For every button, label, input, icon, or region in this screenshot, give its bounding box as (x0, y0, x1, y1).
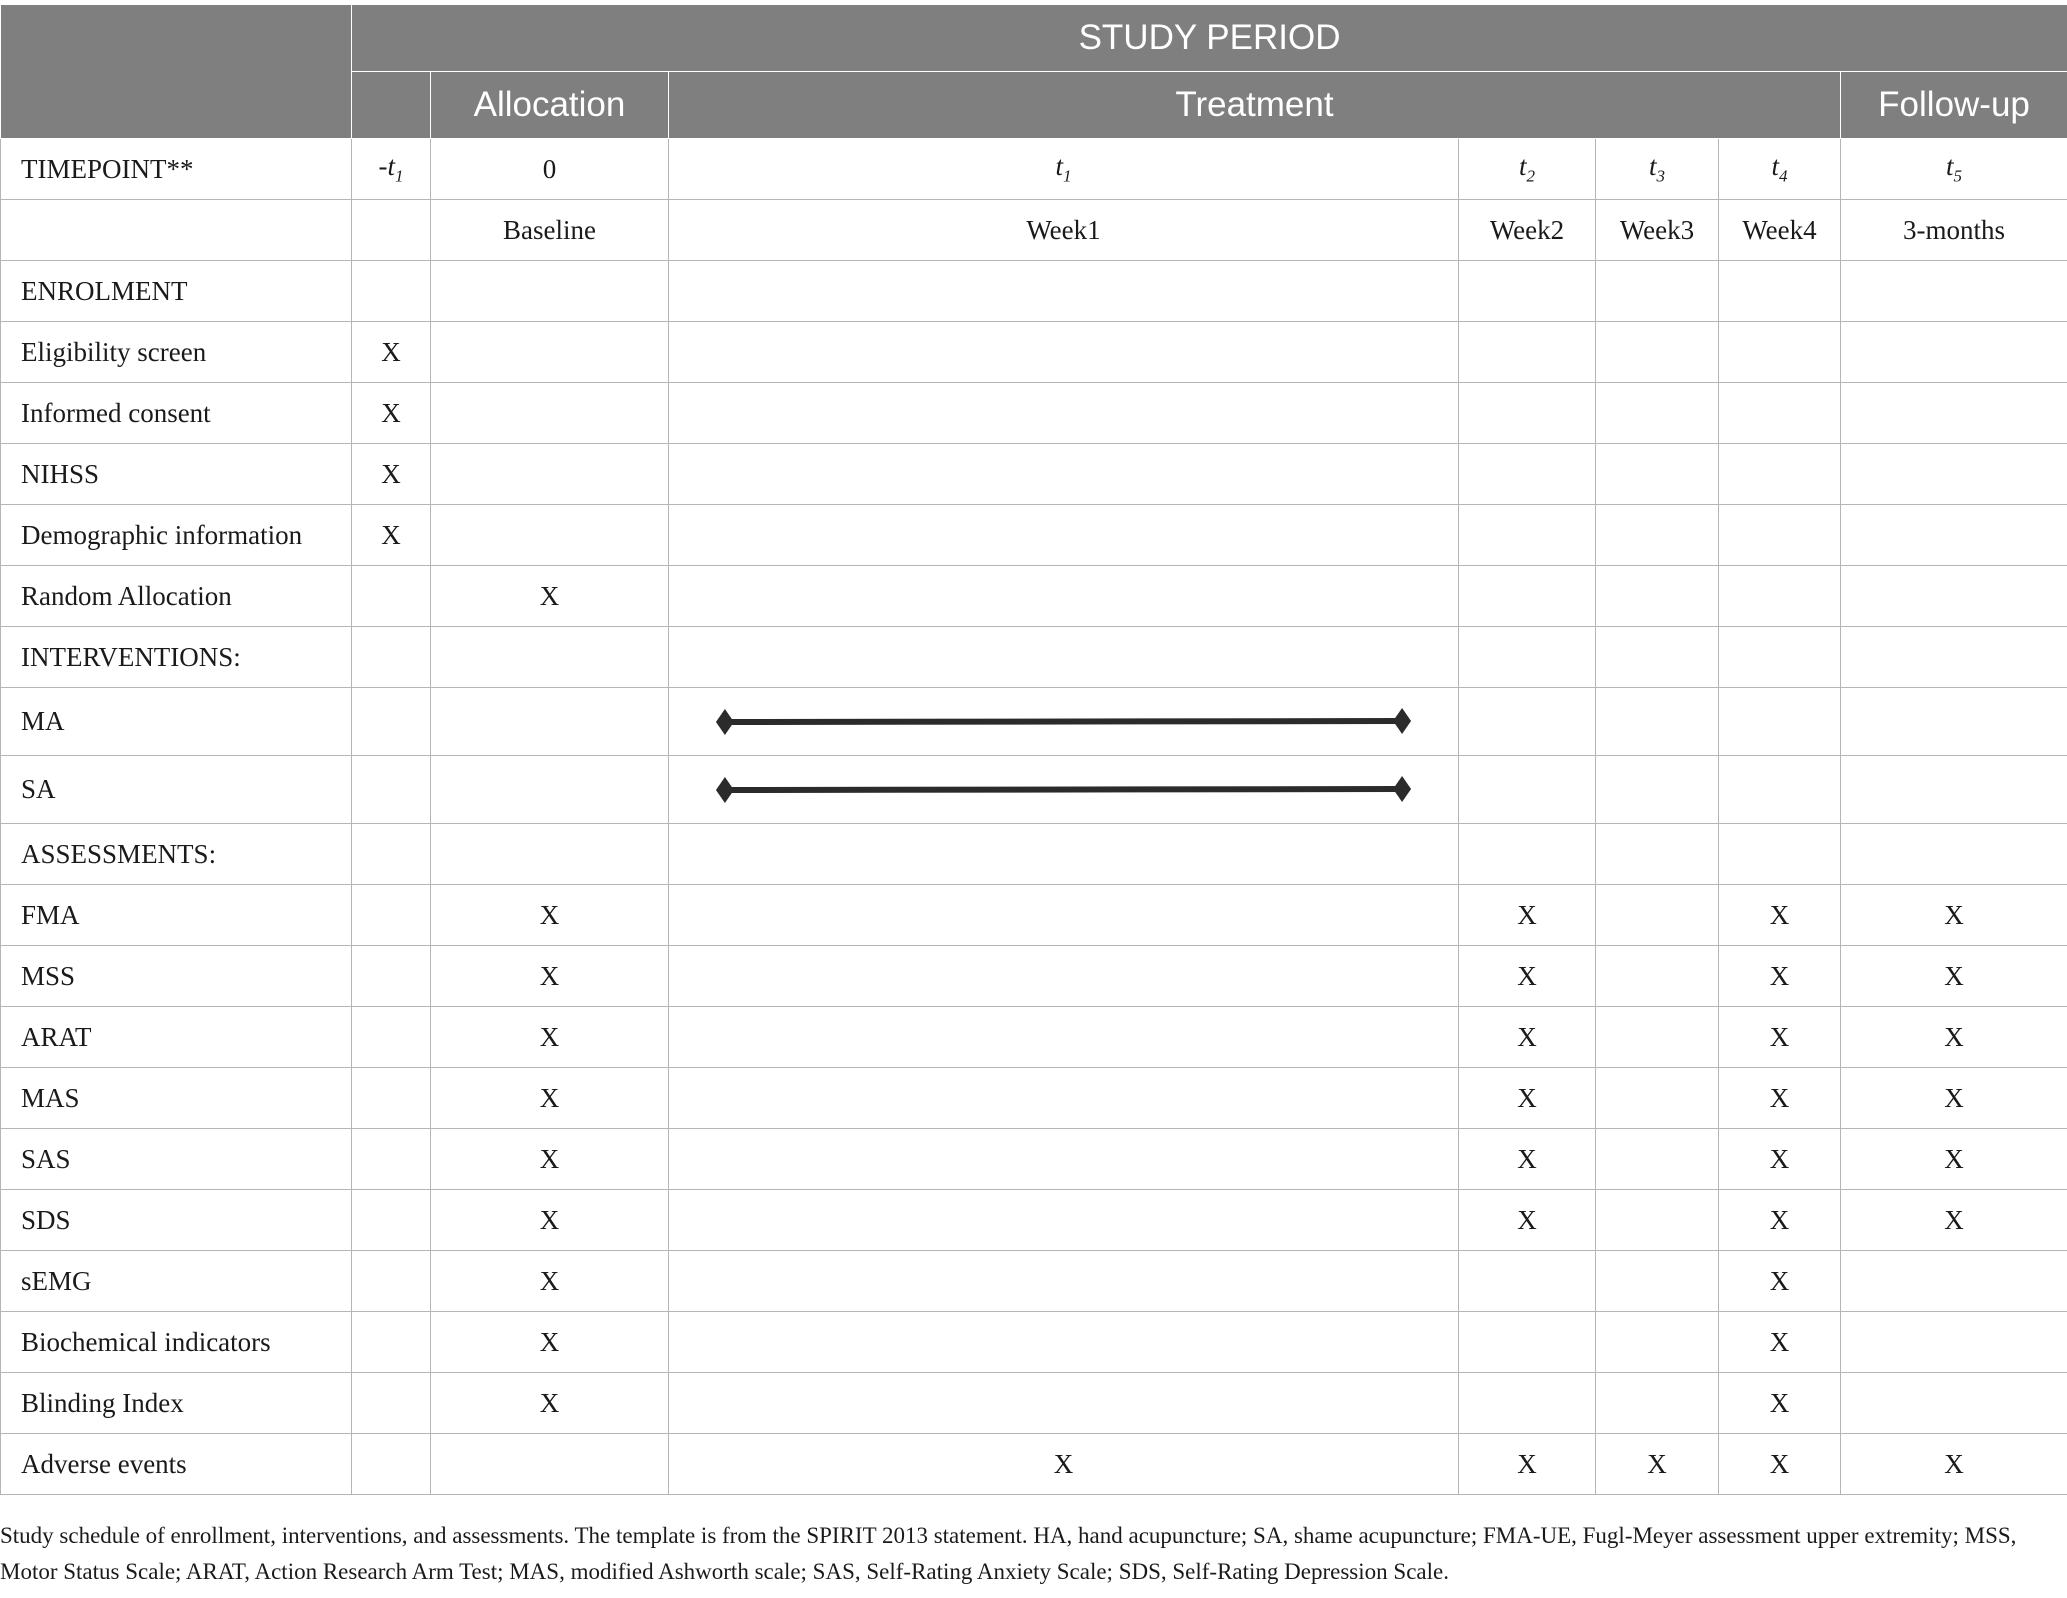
schedule-cell (1596, 444, 1719, 505)
schedule-row (1, 946, 2067, 1007)
schedule-cell (1596, 505, 1719, 566)
schedule-cell (669, 627, 1459, 688)
schedule-cell (669, 756, 1459, 824)
schedule-cell (1841, 261, 2067, 322)
duration-line (725, 789, 1402, 790)
schedule-cell (1841, 756, 2067, 824)
schedule-cell: X (1459, 1190, 1596, 1251)
schedule-cell (1596, 383, 1719, 444)
schedule-cell (669, 1129, 1459, 1190)
schedule-cell: X (1841, 1434, 2067, 1495)
schedule-cell (669, 261, 1459, 322)
schedule-cell (669, 946, 1459, 1007)
schedule-cell: X (1719, 1007, 1841, 1068)
period-value: Week2 (1459, 200, 1596, 261)
schedule-cell (1459, 1373, 1596, 1434)
schedule-cell: X (431, 885, 669, 946)
schedule-cell: X (1719, 1312, 1841, 1373)
row-label: Biochemical indicators (1, 1312, 352, 1373)
phase-treatment: Treatment (669, 72, 1841, 139)
schedule-cell (1841, 322, 2067, 383)
schedule-row (1, 1129, 2067, 1190)
schedule-cell (669, 885, 1459, 946)
schedule-cell (1596, 1190, 1719, 1251)
schedule-cell (1841, 1251, 2067, 1312)
schedule-cell (352, 885, 431, 946)
schedule-cell (1596, 566, 1719, 627)
schedule-cell: X (352, 383, 431, 444)
period-value: Week1 (669, 200, 1459, 261)
schedule-cell (352, 1312, 431, 1373)
table-footnote: Study schedule of enrollment, interventions, and assessments. The template is from the SPIRIT 2013 statement. HA, hand acupuncture; SA, shame acupuncture; FMA-UE, Fugl-Meyer assessment upper extremity; MSS, Motor Status Scale; ARAT, Action Research Arm Test; MAS, modified Ashworth scale; SAS, Self-Rating Anxiety Scale; SDS, Self-Rating Depression Scale. (0, 1523, 2017, 1584)
schedule-cell (352, 627, 431, 688)
schedule-row (1, 824, 2067, 885)
schedule-cell (1841, 566, 2067, 627)
row-label: Random Allocation (1, 566, 352, 627)
schedule-cell (669, 688, 1459, 756)
schedule-cell (1841, 383, 2067, 444)
schedule-cell (431, 322, 669, 383)
study-period-heading: STUDY PERIOD (352, 5, 2067, 72)
schedule-row (1, 1434, 2067, 1495)
schedule-cell (352, 946, 431, 1007)
header-row-study-period (1, 5, 2067, 72)
schedule-cell (431, 824, 669, 885)
timepoint-value: $t_4$ (1719, 139, 1841, 200)
schedule-cell: X (1459, 1068, 1596, 1129)
schedule-cell (669, 1190, 1459, 1251)
schedule-cell (1459, 627, 1596, 688)
schedule-cell (1596, 756, 1719, 824)
schedule-cell (1596, 1007, 1719, 1068)
schedule-cell (352, 1129, 431, 1190)
schedule-cell (352, 1068, 431, 1129)
duration-line (725, 721, 1402, 722)
schedule-cell (669, 1373, 1459, 1434)
schedule-cell (1596, 261, 1719, 322)
schedule-cell: X (1719, 1190, 1841, 1251)
schedule-cell: X (1719, 1129, 1841, 1190)
schedule-cell: X (431, 1007, 669, 1068)
schedule-cell (431, 444, 669, 505)
schedule-cell (431, 756, 669, 824)
period-row (1, 200, 2067, 261)
schedule-cell (352, 1251, 431, 1312)
timepoint-value: $t_1$ (669, 139, 1459, 200)
schedule-cell: X (1719, 1068, 1841, 1129)
schedule-cell: X (431, 946, 669, 1007)
schedule-cell: X (1459, 946, 1596, 1007)
schedule-cell (1719, 383, 1841, 444)
period-value: 3-months (1841, 200, 2067, 261)
row-label: NIHSS (1, 444, 352, 505)
schedule-cell: X (1841, 946, 2067, 1007)
schedule-cell (1719, 756, 1841, 824)
schedule-cell (1596, 627, 1719, 688)
period-value: Week4 (1719, 200, 1841, 261)
schedule-cell (352, 1007, 431, 1068)
schedule-cell (1841, 1312, 2067, 1373)
row-label: SDS (1, 1190, 352, 1251)
schedule-cell: X (431, 1190, 669, 1251)
schedule-row (1, 1312, 2067, 1373)
schedule-cell (1596, 1373, 1719, 1434)
schedule-cell (352, 1373, 431, 1434)
schedule-row (1, 1251, 2067, 1312)
period-value (352, 200, 431, 261)
study-schedule-table (0, 4, 2067, 1495)
schedule-cell (1841, 505, 2067, 566)
intervention-duration-arrow (669, 688, 1458, 755)
row-label: SA (1, 756, 352, 824)
schedule-cell (1596, 824, 1719, 885)
row-label: ASSESSMENTS: (1, 824, 352, 885)
schedule-cell (1596, 1068, 1719, 1129)
schedule-cell (1459, 444, 1596, 505)
schedule-cell: X (431, 1312, 669, 1373)
row-label: MAS (1, 1068, 352, 1129)
schedule-cell: X (1459, 1129, 1596, 1190)
schedule-cell: X (1719, 885, 1841, 946)
schedule-cell (1841, 1373, 2067, 1434)
row-label: Blinding Index (1, 1373, 352, 1434)
schedule-cell: X (1841, 1007, 2067, 1068)
schedule-cell (1459, 383, 1596, 444)
schedule-cell (1841, 824, 2067, 885)
row-label: Adverse events (1, 1434, 352, 1495)
timepoint-row (1, 139, 2067, 200)
schedule-cell (1596, 946, 1719, 1007)
schedule-cell: X (431, 1373, 669, 1434)
schedule-cell (1719, 566, 1841, 627)
schedule-cell (1596, 322, 1719, 383)
schedule-cell (669, 1007, 1459, 1068)
schedule-cell (1459, 322, 1596, 383)
schedule-cell: X (431, 1251, 669, 1312)
schedule-cell (1596, 1129, 1719, 1190)
schedule-cell (1459, 261, 1596, 322)
schedule-cell: X (1841, 1068, 2067, 1129)
schedule-row (1, 1373, 2067, 1434)
schedule-cell: X (1841, 885, 2067, 946)
schedule-cell: X (352, 444, 431, 505)
schedule-row (1, 1068, 2067, 1129)
phase-follow-up: Follow-up (1841, 72, 2067, 139)
schedule-row (1, 1007, 2067, 1068)
schedule-cell (1719, 627, 1841, 688)
schedule-cell (669, 444, 1459, 505)
schedule-cell (1719, 322, 1841, 383)
schedule-cell (352, 824, 431, 885)
schedule-cell (669, 824, 1459, 885)
schedule-cell: X (1459, 1007, 1596, 1068)
schedule-cell (431, 1434, 669, 1495)
schedule-cell (352, 566, 431, 627)
schedule-cell (431, 627, 669, 688)
schedule-cell (1841, 688, 2067, 756)
schedule-cell (669, 1068, 1459, 1129)
row-label: Informed consent (1, 383, 352, 444)
timepoint-value: 0 (431, 139, 669, 200)
schedule-cell: X (352, 322, 431, 383)
schedule-cell (1719, 261, 1841, 322)
phase-allocation: Allocation (431, 72, 669, 139)
schedule-row (1, 383, 2067, 444)
schedule-cell (431, 505, 669, 566)
schedule-cell (1459, 1251, 1596, 1312)
row-label: sEMG (1, 1251, 352, 1312)
schedule-row (1, 566, 2067, 627)
phase-blank-cell (352, 72, 431, 139)
schedule-cell: X (1719, 946, 1841, 1007)
schedule-cell (669, 383, 1459, 444)
row-label: FMA (1, 885, 352, 946)
schedule-row (1, 627, 2067, 688)
schedule-row (1, 756, 2067, 824)
schedule-cell (1719, 688, 1841, 756)
schedule-cell (1719, 824, 1841, 885)
schedule-cell (1459, 1312, 1596, 1373)
schedule-cell (431, 688, 669, 756)
duration-end-diamond (1393, 776, 1411, 802)
schedule-cell (1596, 688, 1719, 756)
schedule-cell (1459, 566, 1596, 627)
timepoint-value: $t_3$ (1596, 139, 1719, 200)
intervention-duration-arrow (669, 756, 1458, 823)
schedule-cell (1596, 1312, 1719, 1373)
schedule-cell (352, 261, 431, 322)
row-label: INTERVENTIONS: (1, 627, 352, 688)
schedule-cell (669, 1251, 1459, 1312)
schedule-cell: X (431, 1129, 669, 1190)
schedule-cell: X (669, 1434, 1459, 1495)
duration-end-diamond (1393, 708, 1411, 734)
timepoint-value: $-t_1$ (352, 139, 431, 200)
schedule-row (1, 444, 2067, 505)
schedule-cell (669, 505, 1459, 566)
schedule-cell (669, 1312, 1459, 1373)
timepoint-value: $t_5$ (1841, 139, 2067, 200)
schedule-cell: X (1596, 1434, 1719, 1495)
schedule-cell (1841, 627, 2067, 688)
row-label: ENROLMENT (1, 261, 352, 322)
schedule-cell: X (352, 505, 431, 566)
schedule-cell (352, 1190, 431, 1251)
schedule-row (1, 261, 2067, 322)
header-corner-cell (1, 5, 352, 139)
row-label: SAS (1, 1129, 352, 1190)
schedule-cell (1459, 505, 1596, 566)
schedule-cell (352, 688, 431, 756)
schedule-cell: X (1841, 1190, 2067, 1251)
schedule-cell: X (1719, 1251, 1841, 1312)
schedule-cell (1841, 444, 2067, 505)
schedule-cell: X (1459, 885, 1596, 946)
period-label-blank (1, 200, 352, 261)
schedule-cell (431, 261, 669, 322)
schedule-cell (1596, 885, 1719, 946)
row-label: Eligibility screen (1, 322, 352, 383)
row-label: Demographic information (1, 505, 352, 566)
schedule-cell: X (1719, 1373, 1841, 1434)
schedule-cell (431, 383, 669, 444)
schedule-row (1, 505, 2067, 566)
schedule-cell (1719, 505, 1841, 566)
schedule-row (1, 688, 2067, 756)
schedule-cell: X (1719, 1434, 1841, 1495)
timepoint-value: $t_2$ (1459, 139, 1596, 200)
schedule-cell: X (431, 566, 669, 627)
row-label: MA (1, 688, 352, 756)
period-value: Baseline (431, 200, 669, 261)
schedule-row (1, 322, 2067, 383)
duration-start-diamond (716, 777, 734, 803)
schedule-cell (1596, 1251, 1719, 1312)
schedule-cell (1459, 688, 1596, 756)
schedule-cell: X (431, 1068, 669, 1129)
row-label: MSS (1, 946, 352, 1007)
schedule-cell (1459, 824, 1596, 885)
schedule-cell: X (1841, 1129, 2067, 1190)
period-value: Week3 (1596, 200, 1719, 261)
schedule-cell (669, 566, 1459, 627)
timepoint-label: TIMEPOINT** (1, 139, 352, 200)
schedule-cell (669, 322, 1459, 383)
duration-start-diamond (716, 709, 734, 735)
schedule-cell (352, 1434, 431, 1495)
schedule-cell (352, 756, 431, 824)
schedule-cell (1459, 756, 1596, 824)
row-label: ARAT (1, 1007, 352, 1068)
schedule-row (1, 1190, 2067, 1251)
schedule-row (1, 885, 2067, 946)
schedule-cell: X (1459, 1434, 1596, 1495)
schedule-cell (1719, 444, 1841, 505)
